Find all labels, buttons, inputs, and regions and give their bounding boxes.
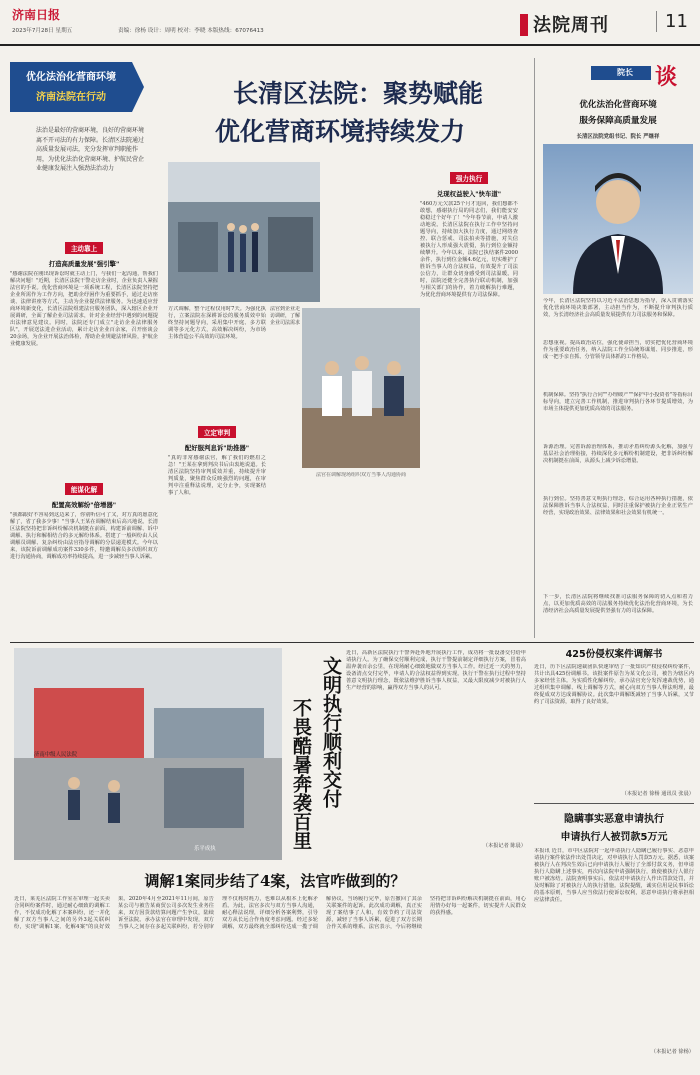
left-column: [10, 236, 158, 641]
section-title: 法院周刊: [533, 15, 609, 36]
banner-line2: 济南法院在行动: [36, 92, 106, 103]
banner-tail: [132, 62, 144, 112]
news-byline: （本报记者 徐杨 通讯员 张晨）: [621, 791, 694, 797]
news-title-line2: 申请执行人被罚款5万元: [560, 832, 668, 843]
factory-photo: [168, 162, 320, 302]
intro-box: 法治是最好的营商环境，良好的营商环境离不开司法的有力保障。长清区法院通过高质量发展司法，充分发挥审判职能作用，为优化法治化营商环境、护航民营企业健康发展注入强劲法治动力: [36, 127, 145, 172]
execution-byline: （本报记者 陈晨）: [482, 843, 526, 849]
news-byline: （本报记者 徐杨）: [650, 1049, 694, 1055]
execution-title-col1: 文明执行顺利交付: [320, 656, 342, 808]
execution-body: 近日，高新区法院执行干警奔赴外地开展执行工作，成功将一批设备交付给申请执行人。为了确保交付顺利完成，执行干警提前制定详细执行方案，冒着高温奔袭百余公里，在现场耐心细致地做双方当事人工作。经过近一天的努力，设备清点交付完毕，申请人的合法权益得到实现。执行干警在执行过程中坚持善意文明执行理念，既依法维护胜诉当事人权益，又最大限度减少对被执行人生产经营的影响，赢得双方当事人的认可。: [346, 650, 526, 691]
interview-badge: [591, 60, 691, 90]
masthead: [0, 0, 700, 46]
left-banner: [10, 62, 132, 112]
news-divider: [534, 803, 694, 804]
center-right-column: [420, 166, 518, 641]
execution-photo-caption-left: 济南中级人民法院: [34, 752, 78, 758]
interview-point: 思想重视。提高政治站位，强化使命担当，切实把优化营商环境作为重要政治任务，纳入法院工作全局统筹谋划、同步推进，形成一把手亲自抓、分管领导具体抓的工作格局。: [543, 340, 693, 360]
badge-label: 院长: [617, 68, 633, 77]
portrait-illustration: [543, 144, 693, 294]
narrow-column: 法官到企业走访调研，了解企业司法需求: [270, 306, 300, 326]
photo-caption: 法官在调解现场组织双方当事人沟通协商: [315, 472, 406, 478]
center-right-tag: 强力执行: [450, 172, 488, 184]
interview-sidebar: [534, 58, 694, 638]
execution-photo-caption-right: 乐平成执: [194, 846, 216, 852]
factory-illustration: [168, 162, 320, 302]
banner-line1: 优化法治化营商环境: [26, 72, 116, 83]
section-tag: 主动靠上: [65, 242, 103, 254]
interview-point: 执行到位。坚持善意文明执行理念，综合运用各种执行措施，依法保障胜诉当事人合法权益，同时注重保护被执行企业正常生产经营，实现政治效果、法律效果和社会效果有机统一。: [543, 496, 693, 516]
page-number: 11: [656, 11, 688, 32]
section-marker: [520, 14, 528, 36]
main-headline-line1: 长清区法院：聚势赋能: [232, 79, 483, 108]
section-body: "感谢法院在刚出现诉讼时就主动上门，与我们一起沟通，帮我们解决问题！"近期，长清区法院干警走访企业时，企业负责人紧握法官的手说。优化营商环境是一项系统工程，长清区法院坚持把企业所需作为工作方向，把助企纾困作为重要抓手，通过走访座谈、法律讲座等方式，主动为企业提供法律服务。为迅速适应营商环境新变化，长清区法院组建法官服务团队，深入辖区企业开展调研，全面了解企业司法需求，针对企业经营中遇到的问题提出法律意见建议。同时，法院还专门成立"走访企业法律服务队"，开展送法进企业活动，累计走访企业百余家，召开座谈会20余场，为企业开展法治体检，帮助企业规避法律风险，护航企业健康发展。: [10, 271, 158, 347]
interview-byline: 长清区法院党组书记、院长 严继祥: [576, 134, 660, 140]
news-title: 425份侵权案件调解书: [565, 649, 663, 660]
interview-points: [543, 340, 693, 590]
meeting-illustration: [302, 308, 420, 468]
interview-point: 机制保障。坚持"执行合同""办理破产""保护中小投资者"等指标目标导向，建立完善工作机制，推进审判执行各环节提质增效，为市场主体提供更加优质高效的司法服务。: [543, 392, 693, 412]
center-left-column: [168, 306, 266, 641]
center-left-body2: "真的非常感谢法官，解了我们的燃眉之急！"王某在拿到判决书后由衷地说道。长清区法院坚持审判质效并重，持续提升审判质量，聚焦群众反映强烈的问题，在审判中注重释法说理，定分止争，实现案结事了人和。: [168, 455, 266, 496]
section-subhead: 打造高质量发展"强引擎": [48, 260, 120, 268]
center-right-body: "460万元欠款25个月才追回，我们想都不敢想，感谢执行局的同志们，我们能安安稳稳过个好年了！"今年春节前，申请人激动地说。长清区法院在执行工作中坚持问题导向，持续加大执行力度，通过网络查控、联合惩戒、司法拍卖等措施，对失信被执行人形成强大震慑，执行到位金额持续攀升。今年以来，法院已执结案件2000余件，执行到位金额4.6亿元，切实维护了胜诉当事人的合法权益，有效提升了司法公信力，让群众切身感受到司法温暖。同时，法院还健全完善执行联动机制，加强与相关部门的协作，着力破解执行难题，为优化营商环境提供有力司法保障。: [420, 201, 518, 298]
newspaper-logo: 济南日报: [12, 8, 61, 22]
section-body: "我都跟好不容易到这边来了，你别听信可了又，对方真的愿意化解了，省了我多少事！"当事人王某在调解结束后高兴地说。长清区法院坚持把非诉纠纷解决机制挺在前面，构建诉前调解、诉中调解、执行和解相结合的多元解纷体系。搭建了一般纠纷由人民调解员调解、复杂纠纷由法官指导调解的分层递进模式。今年以来，该院诉前调解成功案件330多件，特邀调解员多次组织双方进行沟通协商，调解成功率持续提高，进一步减轻当事人诉累。: [10, 512, 158, 560]
center-left-subhead: 配好服判息诉"助推器": [184, 444, 250, 452]
execution-title-col2: 不畏酷暑奔袭百里: [290, 698, 312, 850]
editor-credits: 责编：徐杨 设计：周明 校对：李晓 本版热线：67076413: [118, 28, 264, 34]
execution-photo: [14, 648, 282, 860]
interview-title-line1: 优化法治化营商环境: [579, 100, 657, 110]
bottom-headline: 调解1案同步结了4案，法官咋做到的？: [144, 872, 406, 890]
news-title-line1: 隐瞒事实恶意申请执行: [564, 814, 664, 825]
section-subhead: 配置高效解纷"倍增器": [51, 501, 117, 509]
center-right-subhead: 兑现权益驶入"快车道": [436, 190, 502, 198]
right-news-column: [534, 646, 694, 1070]
badge-char: 谈: [655, 64, 678, 90]
bottom-body: 近日，莱芜区法院工作室在审理一起买卖合同纠纷案件时，通过耐心细致的调解工作，不仅成功化解了本案纠纷，还一并化解了双方当事人之间的另外3起关联纠纷，实现"调解1案、化解4案"的良好效果。2020年4月至2021年11月间，原告某公司与被告某商贸公司多次发生业务往来，双方因货款结算问题产生争议，陆续诉至法院。承办法官在审理中发现，双方当事人之间存在多起关联纠纷，若分别审理不仅耗时耗力，也难以从根本上化解矛盾。为此，法官多次与双方当事人沟通，耐心释法说理，详细分析各案利弊，引导双方从长远合作角度考虑问题。经过多轮调解，双方最终就全部纠纷达成一揽子调解协议，当场履行完毕，原告撤回了其余关联案件的起诉。此次成功调解，真正实现了案结事了人和，有效节约了司法资源，减轻了当事人诉累，促进了双方长期合作关系的维系。法官表示，今后将继续坚持把非诉纠纷解决机制挺在前面，用心用情办好每一起案件，切实提升人民群众的获得感。: [14, 896, 526, 930]
president-portrait: [543, 144, 693, 294]
news-body: 本报讯 近日，市中区法院对一起申请执行人隐瞒已履行事实、恶意申请执行案件依法作出处罚决定，对申请执行人罚款5万元。据悉，该案被执行人在判决生效后已向申请执行人履行了全部付款义务，但申请执行人隐瞒上述事实，再次向法院申请强制执行，致使被执行人银行账户被冻结。法院查明事实后，依法对申请执行人作出罚款处罚，并及时解除了对被执行人的执行措施。法院提醒，诚实信用是民事诉讼的基本原则，当事人应当依法行使诉讼权利，恶意申请执行将承担相应法律责任。: [534, 848, 694, 903]
section-tag: 能谋化解: [65, 483, 103, 495]
issue-date: 2023年7月28日 星期五: [12, 28, 73, 34]
meeting-photo: [302, 308, 420, 468]
news-body: 近日，历下区法院速裁团队快速审结了一批知识产权侵权纠纷案件，共计出具425份调解书。该批案件原告为某文化公司，被告为辖区内多家经营主体。为实质性化解纠纷，承办法官充分发挥速裁优势，通过组织集中调解、线上调解等方式，耐心向双方当事人释法明理，最终促成双方达成调解协议。此次集中调解既减轻了当事人诉累，又节约了司法资源，取得了良好效果。: [534, 664, 694, 705]
main-headline-line2: 优化营商环境持续发力: [214, 117, 465, 146]
interview-closing: 下一步，长清区法院将继续找准司法服务保障的切入点和着力点，以更加优质高效的司法服务持续优化法治化营商环境，为长清经济社会高质量发展提供坚强有力的司法保障。: [543, 594, 693, 614]
center-left-tag: 立定审判: [198, 426, 236, 438]
section-divider: [10, 642, 694, 643]
center-left-body: 方式调解，整个过程仅用时7天。为强化执行，立案法院在深耕诉讼的服务质效中始终坚持问题导向，采用集中开庭、多方联调等多元化方式，高效解决纠纷，为市场主体营造公平高效的司法环境。: [168, 306, 266, 340]
interview-point: 诉源治理。完善诉源治理体系，推动矛盾纠纷源头化解，加强与基层社会治理衔接，持续深化多元解纷机制建设，把非诉纠纷解决机制挺在前面，从源头上减少诉讼增量。: [543, 444, 693, 464]
interview-lead: 今年，长清区法院坚持以习近平法治思想为指导，深入贯彻落实优化营商环境决策部署，主动担当作为，不断提升审判执行质效，为长清经济社会高质量发展提供有力司法服务和保障。: [543, 298, 693, 318]
interview-title-line2: 服务保障高质量发展: [579, 116, 657, 126]
